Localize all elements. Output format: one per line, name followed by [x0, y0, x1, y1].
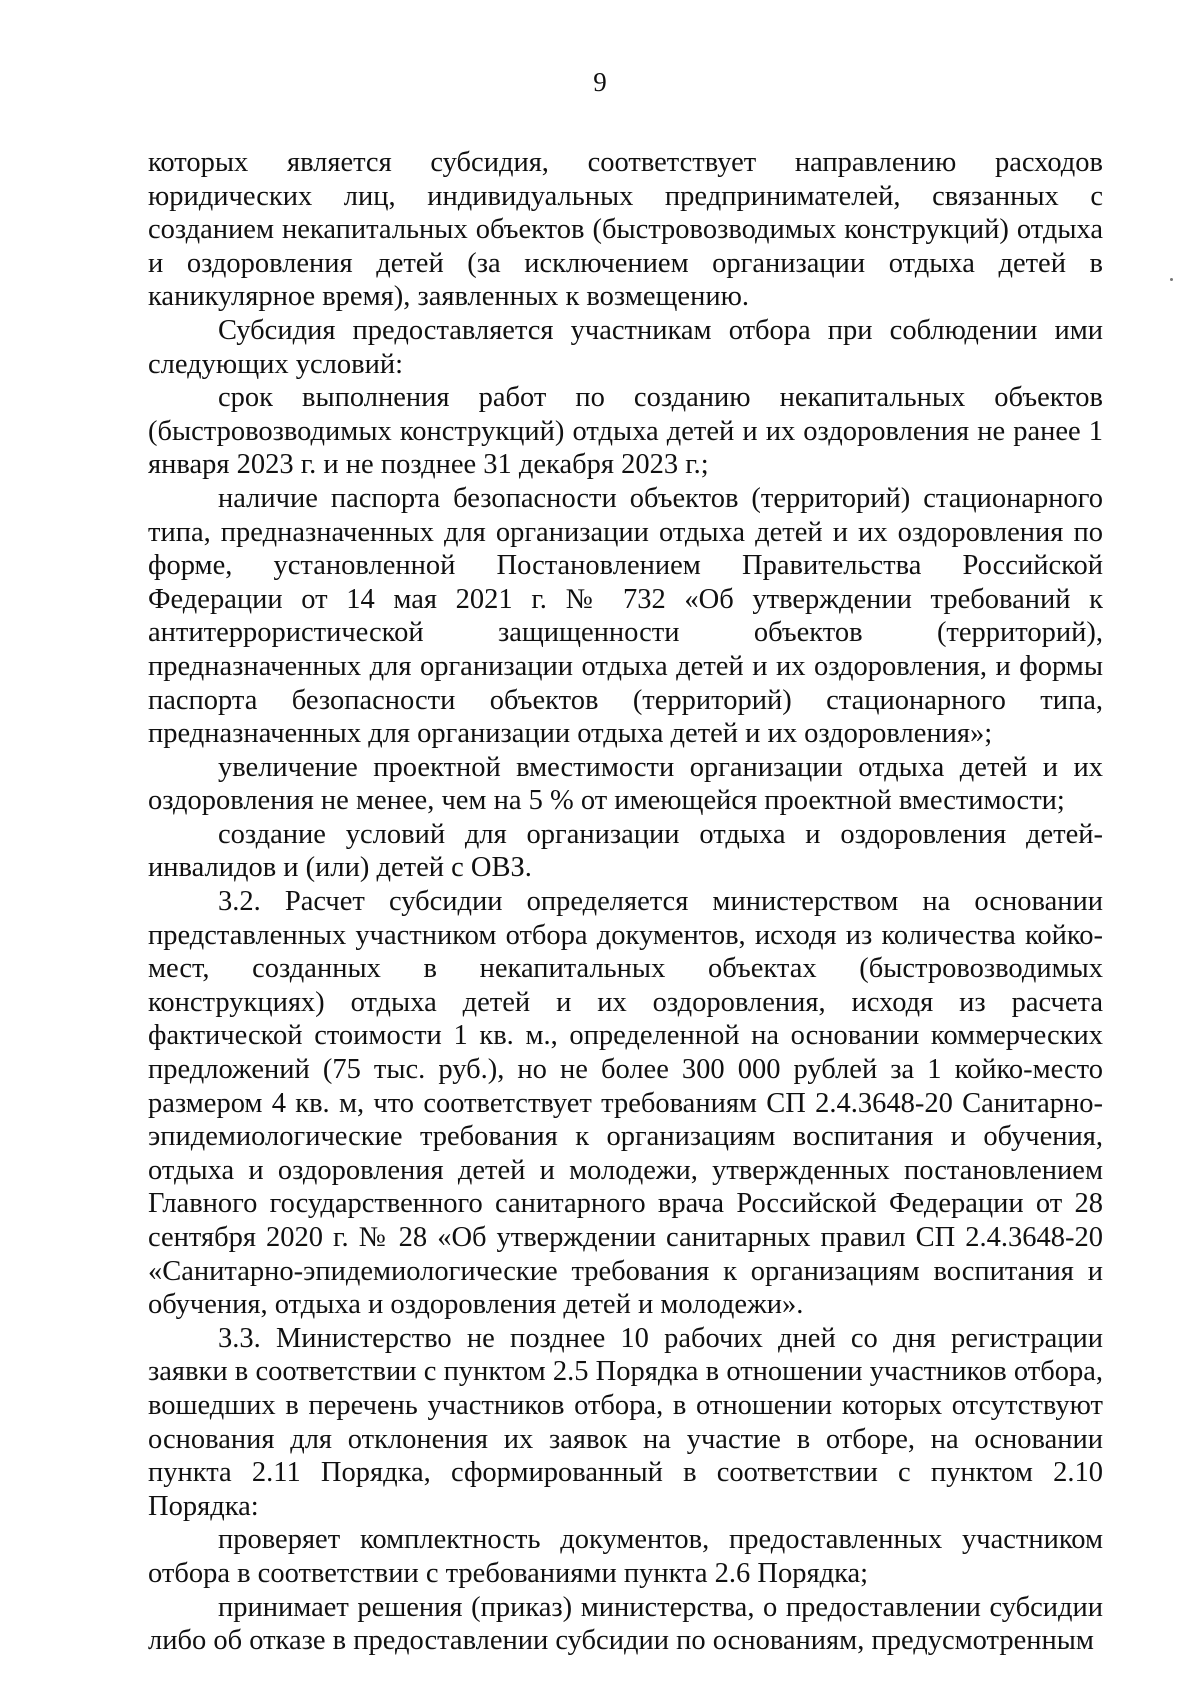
paragraph-security-passport: наличие паспорта безопасности объектов (территорий) стационарного типа, предназначенных для организации отдыха детей и их оздоровления по форме, установленной Постановлением Правительства Российской Федерации от 14 мая 2021 г. № 732 «Об утверждении требований к антитеррористической защищенности объектов (территорий), предназначенных для организации отдыха детей и их оздоровления, и формы паспорта безопасности объектов (территорий) стационарного типа, предназначенных для организации отдыха детей и их оздоровления»; — [148, 482, 1103, 750]
paragraph-section-3-3: 3.3. Министерство не позднее 10 рабочих дней со дня регистрации заявки в соответствии с пунктом 2.5 Порядка в отношении участников отбора, вошедших в перечень участников отбора, в отношении которых отсутствуют основания для отклонения их заявок на участие в отборе, на основании пункта 2.11 Порядка, сформированный в соответствии с пунктом 2.10 Порядка: — [148, 1322, 1103, 1522]
paragraph-work-deadline: срок выполнения работ по созданию некапитальных объектов (быстровозводимых конструкций) отдыха детей и их оздоровления не ранее 1 января 2023 г. и не позднее 31 декабря 2023 г.; — [148, 382, 1103, 481]
paragraph-subsidy-conditions: Субсидия предоставляется участникам отбора при соблюдении ими следующих условий: — [148, 314, 1103, 380]
document-body — [148, 146, 1103, 1658]
paragraph-document-check: проверяет комплектность документов, предоставленных участником отбора в соответствии с требованиями пункта 2.6 Порядка; — [148, 1524, 1103, 1589]
paragraph-decision: принимает решения (приказ) министерства, о предоставлении субсидии либо об отказе в предоставлении субсидии по основаниям, предусмотренным — [148, 1591, 1103, 1657]
paragraph-capacity-increase: увеличение проектной вместимости организации отдыха детей и их оздоровления не менее, чем на 5 % от имеющейся проектной вместимости; — [148, 751, 1103, 817]
paragraph-continuation: которых является субсидия, соответствует направлению расходов юридических лиц, индивидуальных предпринимателей, связанных с созданием некапитальных объектов (быстровозводимых конструкций) отдыха и оздоровления детей (за исключением организации отдыха детей в каникулярное время), заявленных к возмещению. — [148, 147, 1103, 313]
page-number: 9 — [593, 67, 607, 97]
paragraph-disabled-children: создание условий для организации отдыха и оздоровления детей-инвалидов и (или) детей с ОВЗ. — [148, 818, 1103, 884]
scan-speck — [1170, 278, 1173, 281]
paragraph-section-3-2: 3.2. Расчет субсидии определяется министерством на основании представленных участником отбора документов, исходя из количества койко-мест, созданных в некапитальных объектах (быстровозводимых конструкциях) отдыха детей и их оздоровления, исходя из расчета фактической стоимости 1 кв. м., определенной на основании коммерческих предложений (75 тыс. руб.), но не более 300 000 рублей за 1 койко-место размером 4 кв. м, что соответствует требованиям СП 2.4.3648-20 Санитарно-эпидемиологические требования к организациям воспитания и обучения, отдыха и оздоровления детей и молодежи, утвержденных постановлением Главного государственного санитарного врача Российской Федерации от 28 сентября 2020 г. № 28 «Об утверждении санитарных правил СП 2.4.3648-20 «Санитарно-эпидемиологические требования к организациям воспитания и обучения, отдыха и оздоровления детей и молодежи». — [148, 886, 1103, 1321]
